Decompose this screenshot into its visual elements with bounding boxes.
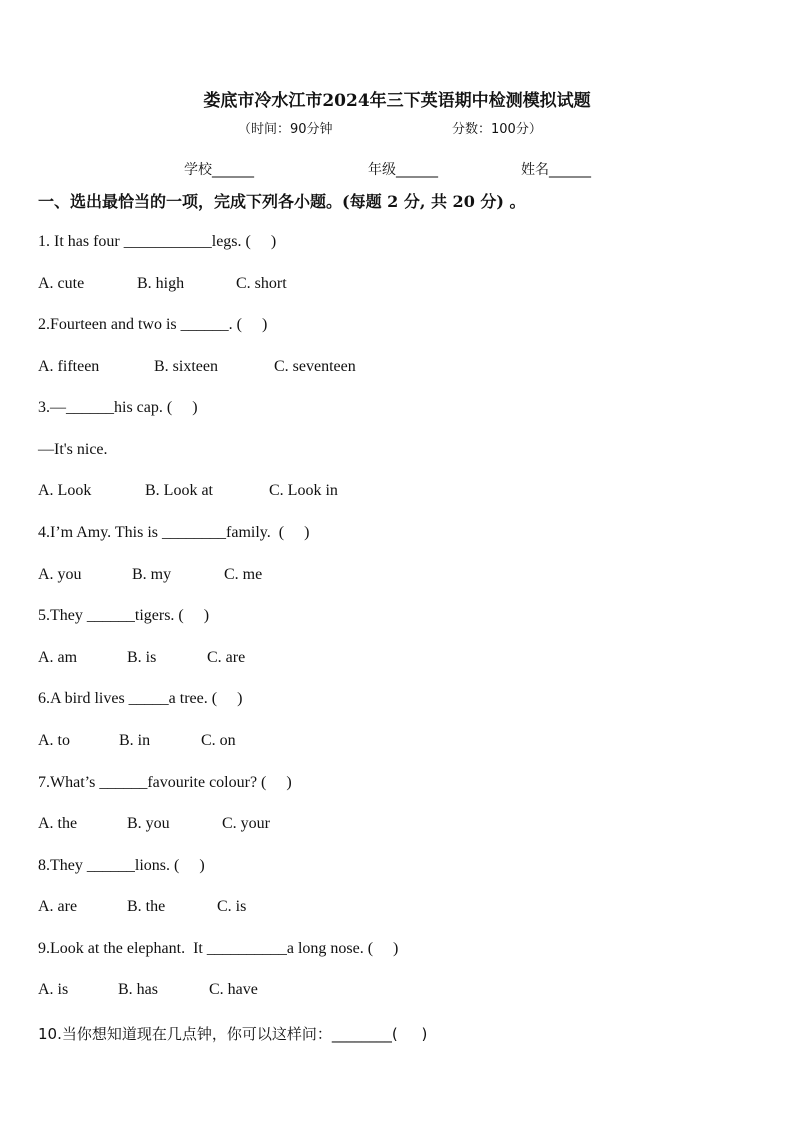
question-3: 3.—______his cap. ( ) (38, 399, 198, 416)
q8-option-b: B. the (127, 898, 166, 915)
q1-option-a: A. cute (38, 275, 85, 292)
question-6: 6.A bird lives _____a tree. ( ) (38, 690, 243, 707)
q6-option-c: C. on (201, 732, 236, 749)
q5-option-c: C. are (207, 649, 246, 666)
q7-option-a: A. the (38, 815, 78, 832)
q9-option-a: A. is (38, 981, 69, 998)
question-7: 7.What’s ______favourite colour? ( ) (38, 774, 292, 791)
q2-option-c: C. seventeen (274, 358, 356, 375)
exam-score: 分数：100分） (452, 122, 542, 137)
q2-option-a: A. fifteen (38, 358, 100, 375)
grade-field: 年级______ (368, 162, 438, 178)
question-9: 9.Look at the elephant. It __________a long nose. ( ) (38, 940, 399, 957)
exam-time: （时间：90分钟 (238, 122, 333, 137)
question-10: 10.当你想知道现在几点钟，你可以这样问：________( ) (38, 1025, 428, 1043)
q4-option-c: C. me (224, 566, 263, 583)
q1-option-b: B. high (137, 275, 185, 292)
q2-option-b: B. sixteen (154, 358, 218, 375)
q8-option-a: A. are (38, 898, 78, 915)
name-field: 姓名______ (521, 162, 591, 178)
q1-option-c: C. short (236, 275, 287, 292)
q9-option-c: C. have (209, 981, 258, 998)
q5-option-a: A. am (38, 649, 78, 666)
q3-option-b: B. Look at (145, 482, 213, 499)
question-1: 1. It has four ___________legs. ( ) (38, 233, 277, 250)
q4-option-a: A. you (38, 566, 82, 583)
question-5: 5.They ______tigers. ( ) (38, 607, 210, 624)
question-2: 2.Fourteen and two is ______. ( ) (38, 316, 268, 333)
q6-option-a: A. to (38, 732, 70, 749)
q7-option-b: B. you (127, 815, 170, 832)
q6-option-b: B. in (119, 732, 151, 749)
section-heading: 一、选出最恰当的一项，完成下列各小题。(每题 2 分, 共 20 分) 。 (38, 192, 526, 211)
question-8: 8.They ______lions. ( ) (38, 857, 205, 874)
q7-option-c: C. your (222, 815, 270, 832)
q3-response: —It's nice. (38, 441, 108, 458)
q8-option-c: C. is (217, 898, 247, 915)
q3-option-c: C. Look in (269, 482, 338, 499)
q3-option-a: A. Look (38, 482, 92, 499)
q5-option-b: B. is (127, 649, 157, 666)
exam-title: 娄底市冷水江市2024年三下英语期中检测模拟试题 (203, 91, 591, 111)
school-field: 学校______ (184, 162, 254, 178)
q9-option-b: B. has (118, 981, 158, 998)
q4-option-b: B. my (132, 566, 172, 583)
question-4: 4.I’m Amy. This is ________family. ( ) (38, 524, 310, 541)
